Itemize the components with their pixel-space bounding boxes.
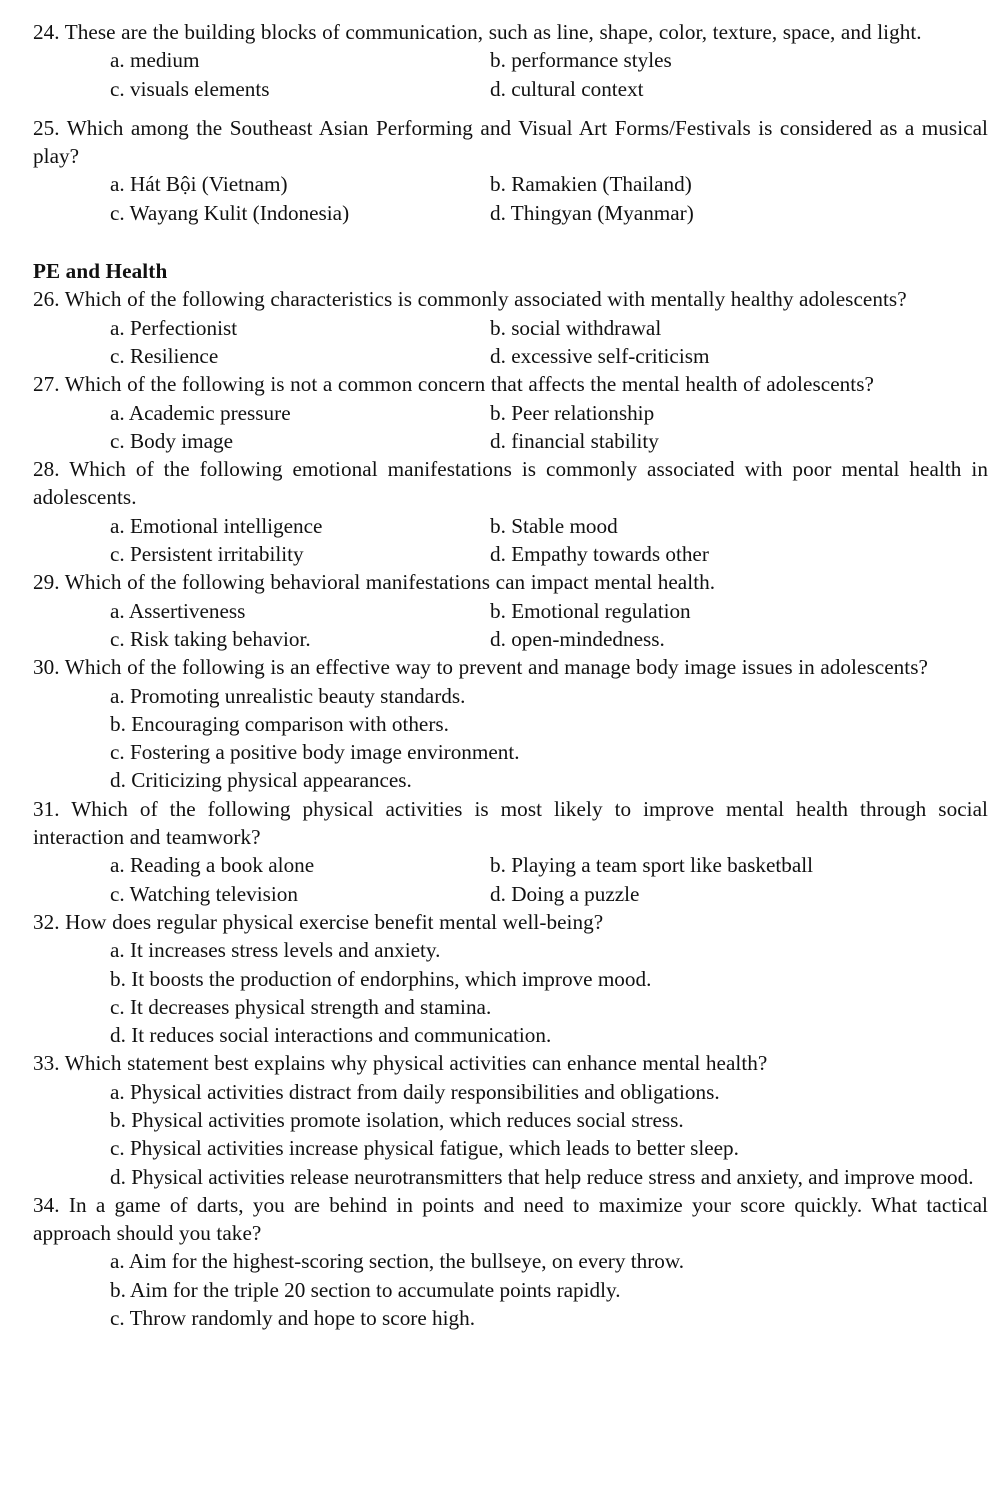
option-27-c[interactable]: c. Body image xyxy=(110,428,233,453)
option-31-d[interactable]: d. Doing a puzzle xyxy=(490,881,640,906)
option-row xyxy=(33,46,988,74)
option-34-a[interactable]: a. Aim for the highest-scoring section, the bullseye, on every throw. xyxy=(110,1249,685,1274)
spacer xyxy=(33,103,988,114)
option-28-d[interactable]: d. Empathy towards other xyxy=(490,542,709,567)
option-30-c[interactable]: c. Fostering a positive body image environment. xyxy=(110,740,520,765)
option-32-d[interactable]: d. It reduces social interactions and communication. xyxy=(110,1023,552,1048)
option-31-b[interactable]: b. Playing a team sport like basketball xyxy=(490,853,814,878)
options-31 xyxy=(33,851,988,908)
question-stem-31: 31. Which of the following physical activities is most likely to improve mental health through social interaction and teamwork? xyxy=(33,796,988,850)
option-30-a[interactable]: a. Promoting unrealistic beauty standards. xyxy=(110,683,466,708)
options-25 xyxy=(33,170,988,227)
option-row xyxy=(33,399,988,427)
options-33 xyxy=(33,1078,988,1191)
option-row xyxy=(33,512,988,540)
option-26-a[interactable]: a. Perfectionist xyxy=(110,315,238,340)
options-29 xyxy=(33,597,988,654)
option-31-a[interactable]: a. Reading a book alone xyxy=(110,853,315,878)
option-25-c[interactable]: c. Wayang Kulit (Indonesia) xyxy=(110,200,350,225)
option-row xyxy=(33,75,988,103)
option-row xyxy=(33,427,988,455)
option-28-b[interactable]: b. Stable mood xyxy=(490,513,618,538)
option-33-a[interactable]: a. Physical activities distract from daily responsibilities and obligations. xyxy=(110,1079,720,1104)
option-row xyxy=(33,314,988,342)
option-34-c[interactable]: c. Throw randomly and hope to score high. xyxy=(110,1306,476,1331)
option-25-a[interactable]: a. Hát Bội (Vietnam) xyxy=(110,172,288,197)
option-24-d[interactable]: d. cultural context xyxy=(490,76,644,101)
option-33-c[interactable]: c. Physical activities increase physical fatigue, which leads to better sleep. xyxy=(110,1136,739,1161)
question-stem-29: 29. Which of the following behavioral manifestations can impact mental health. xyxy=(33,570,716,595)
option-25-d[interactable]: d. Thingyan (Myanmar) xyxy=(490,200,694,225)
option-row xyxy=(33,540,988,568)
option-row xyxy=(33,597,988,625)
options-30 xyxy=(33,682,988,795)
options-24 xyxy=(33,46,988,103)
question-stem-34: 34. In a game of darts, you are behind in points and need to maximize your score quickly. What tactical approach should you take? xyxy=(33,1192,988,1246)
option-28-c[interactable]: c. Persistent irritability xyxy=(110,542,304,567)
section-heading-pe-and-health: PE and Health xyxy=(33,259,168,284)
option-26-b[interactable]: b. social withdrawal xyxy=(490,315,662,340)
option-row xyxy=(33,199,988,227)
question-stem-32: 32. How does regular physical exercise benefit mental well-being? xyxy=(33,909,604,934)
options-27 xyxy=(33,399,988,456)
option-26-c[interactable]: c. Resilience xyxy=(110,343,219,368)
option-30-b[interactable]: b. Encouraging comparison with others. xyxy=(110,711,449,736)
option-29-c[interactable]: c. Risk taking behavior. xyxy=(110,626,311,651)
option-32-a[interactable]: a. It increases stress levels and anxiety. xyxy=(110,938,441,963)
option-24-c[interactable]: c. visuals elements xyxy=(110,76,270,101)
option-33-d-text: d. Physical activities release neurotransmitters that help reduce stress and anxiety, and improve mood. xyxy=(110,1164,974,1189)
option-29-b[interactable]: b. Emotional regulation xyxy=(490,598,691,623)
options-26 xyxy=(33,314,988,371)
options-32 xyxy=(33,936,988,1049)
option-29-d[interactable]: d. open-mindedness. xyxy=(490,626,665,651)
question-stem-30: 30. Which of the following is an effective way to prevent and manage body image issues in adolescents? xyxy=(33,655,928,680)
option-row xyxy=(33,880,988,908)
option-31-c[interactable]: c. Watching television xyxy=(110,881,298,906)
options-34 xyxy=(33,1247,988,1332)
text-column xyxy=(33,18,988,1332)
option-row xyxy=(33,342,988,370)
question-stem-24: 24. These are the building blocks of communication, such as line, shape, color, texture, space, and light. xyxy=(33,20,922,44)
option-row xyxy=(33,851,988,879)
option-24-b[interactable]: b. performance styles xyxy=(490,48,672,73)
question-stem-28: 28. Which of the following emotional manifestations is commonly associated with poor mental health in adolescents. xyxy=(33,457,988,510)
option-32-b[interactable]: b. It boosts the production of endorphins, which improve mood. xyxy=(110,966,652,991)
option-24-a[interactable]: a. medium xyxy=(110,48,200,73)
question-stem-25: 25. Which among the Southeast Asian Performing and Visual Art Forms/Festivals is considered as a musical play? xyxy=(33,115,988,169)
option-34-b[interactable]: b. Aim for the triple 20 section to accumulate points rapidly. xyxy=(110,1277,621,1302)
option-row xyxy=(33,170,988,198)
option-25-b[interactable]: b. Ramakien (Thailand) xyxy=(490,172,692,197)
question-stem-27: 27. Which of the following is not a common concern that affects the mental health of adolescents? xyxy=(33,372,874,397)
option-29-a[interactable]: a. Assertiveness xyxy=(110,598,246,623)
spacer xyxy=(33,227,988,257)
option-row xyxy=(33,625,988,653)
option-32-c[interactable]: c. It decreases physical strength and stamina. xyxy=(110,994,492,1019)
option-27-b[interactable]: b. Peer relationship xyxy=(490,400,655,425)
option-27-a[interactable]: a. Academic pressure xyxy=(110,400,291,425)
option-33-d[interactable] xyxy=(33,1163,988,1191)
question-stem-26: 26. Which of the following characteristics is commonly associated with mentally healthy adolescents? xyxy=(33,287,907,312)
options-28 xyxy=(33,512,988,569)
option-30-d[interactable]: d. Criticizing physical appearances. xyxy=(110,768,412,793)
question-stem-33: 33. Which statement best explains why physical activities can enhance mental health? xyxy=(33,1051,768,1076)
option-26-d[interactable]: d. excessive self-criticism xyxy=(490,343,710,368)
option-33-b[interactable]: b. Physical activities promote isolation, which reduces social stress. xyxy=(110,1107,684,1132)
option-28-a[interactable]: a. Emotional intelligence xyxy=(110,513,323,538)
option-27-d[interactable]: d. financial stability xyxy=(490,428,659,453)
